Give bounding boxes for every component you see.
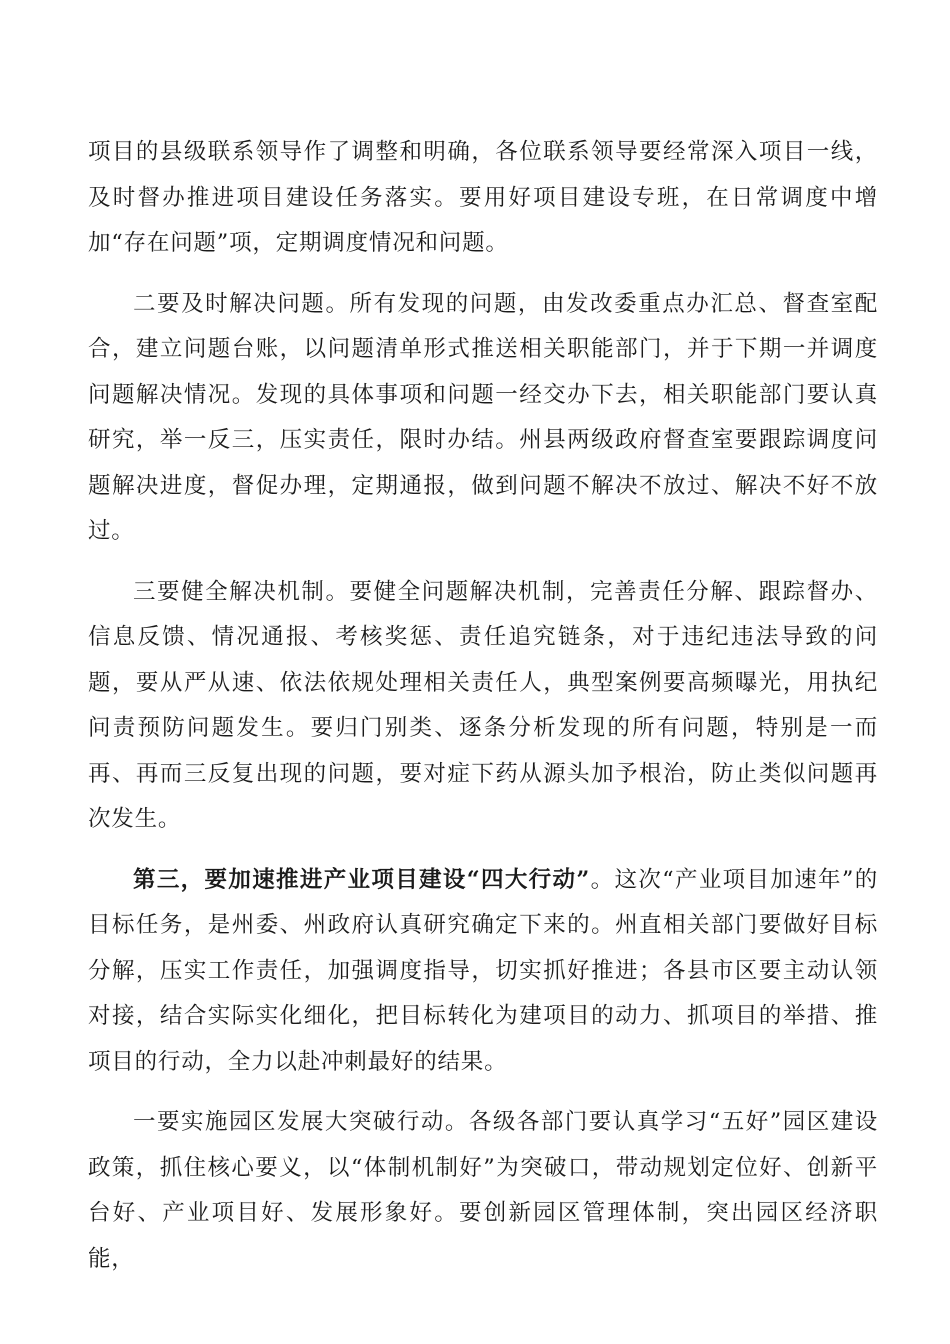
paragraph-section-three	[88, 858, 878, 1086]
paragraph-text: 。这次“产业项目加速年”的目标任务，是州委、州政府认真研究确定下来的。州直相关部门要做好目标分解，压实工作责任，加强调度指导，切实抓好推进；各县市区要主动认领对接，结合实际实化细化，把目标转化为建项目的动力、抓项目的举措、推项目的行动，全力以赴冲刺最好的结果。	[88, 866, 879, 1075]
document-body	[88, 130, 878, 1297]
paragraph-text: 三要健全解决机制。要健全问题解决机制，完善责任分解、跟踪督办、信息反馈、情况通报、考核奖惩、责任追究链条，对于违纪违法导致的问题，要从严从速、依法依规处理相关责任人，典型案例要高频曝光，用执纪问责预防问题发生。要归门别类、逐条分析发现的所有问题，特别是一而再、再而三反复出现的问题，要对症下药从源头加予根治，防止类似问题再次发生。	[88, 578, 878, 832]
paragraph-first-action	[88, 1100, 878, 1282]
paragraph-second-point	[88, 282, 878, 555]
paragraph-text: 二要及时解决问题。所有发现的问题，由发改委重点办汇总、督查室配合，建立问题台账，以问题清单形式推送相关职能部门，并于下期一并调度问题解决情况。发现的具体事项和问题一经交办下去，相关职能部门要认真研究，举一反三，压实责任，限时办结。州县两级政府督查室要跟踪调度问题解决进度，督促办理，定期通报，做到问题不解决不放过、解决不好不放过。	[88, 290, 878, 544]
paragraph-text: 项目的县级联系领导作了调整和明确，各位联系领导要经常深入项目一线，及时督办推进项目建设任务落实。要用好项目建设专班，在日常调度中增加“存在问题”项，定期调度情况和问题。	[88, 139, 878, 256]
paragraph-text: 一要实施园区发展大突破行动。各级各部门要认真学习“五好”园区建设政策，抓住核心要义，以“体制机制好”为突破口，带动规划定位好、创新平台好、产业项目好、发展形象好。要创新园区管理体制，突出园区经济职能，	[88, 1109, 878, 1272]
section-heading: 第三，要加速推进产业项目建设“四大行动”	[133, 866, 591, 893]
paragraph-third-point	[88, 570, 878, 843]
paragraph-continuation	[88, 130, 878, 267]
